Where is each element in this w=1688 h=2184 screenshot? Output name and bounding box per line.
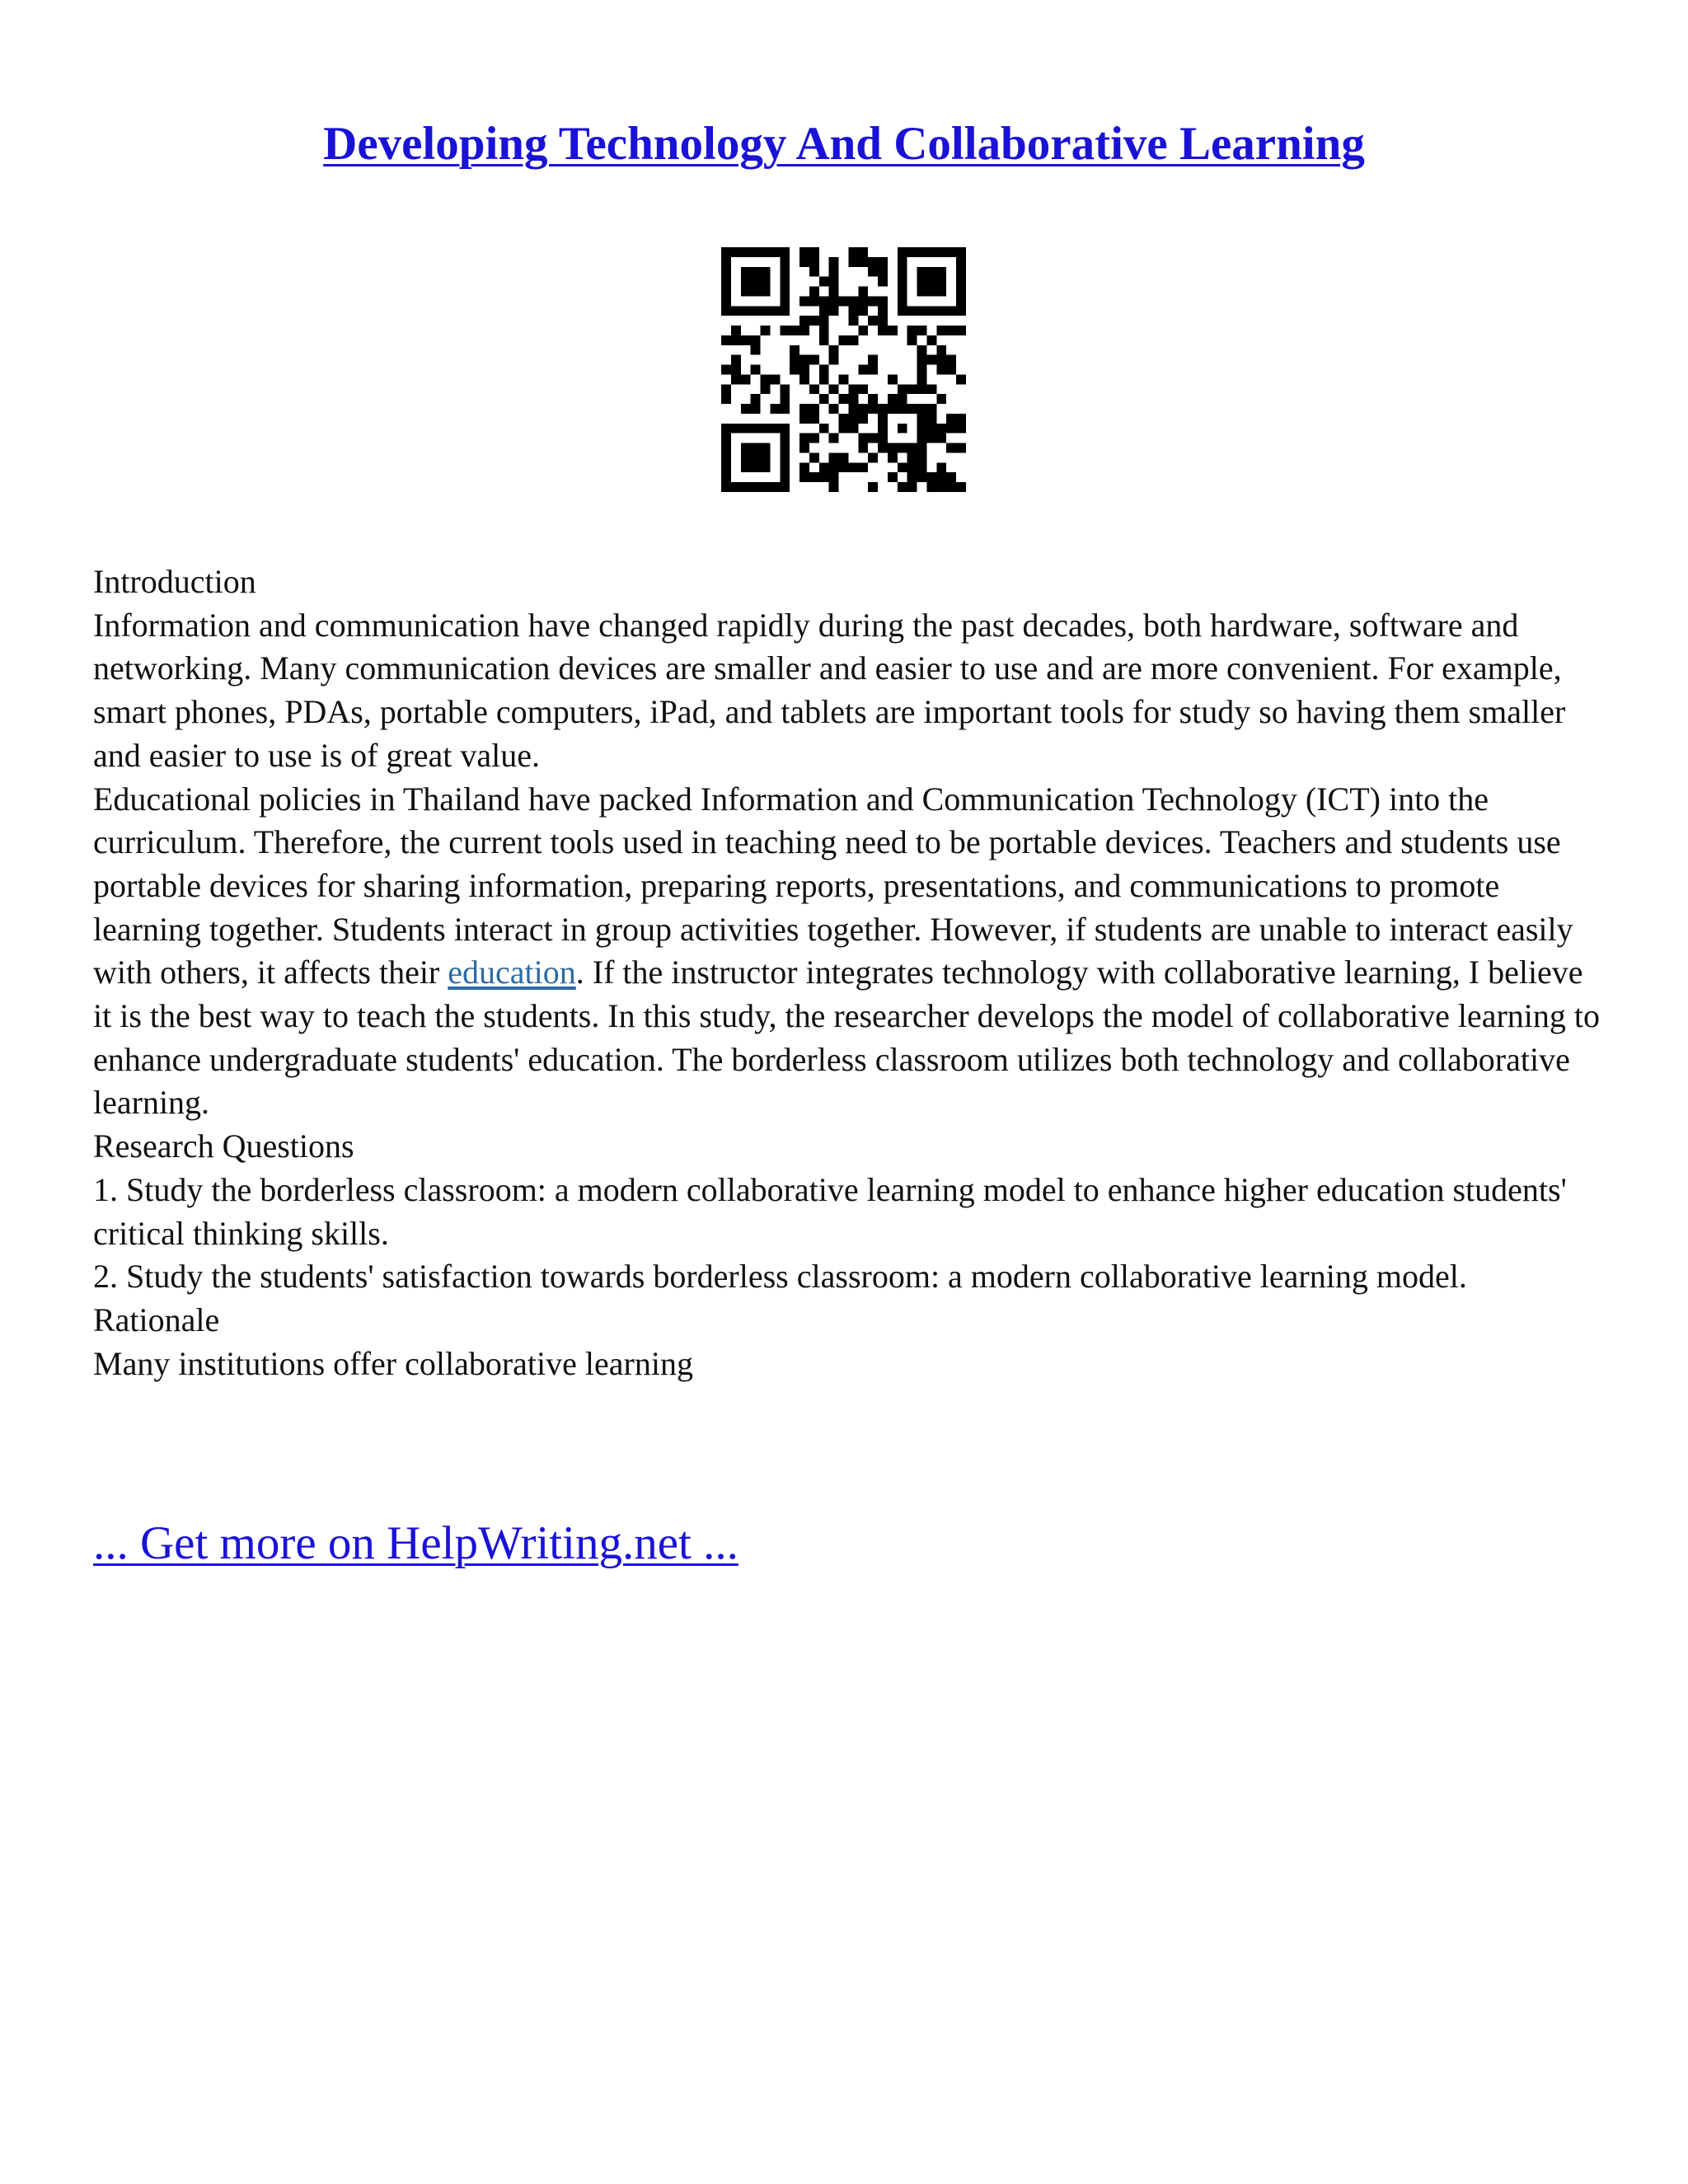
get-more-link[interactable]: ... Get more on HelpWriting.net ...	[93, 1517, 738, 1569]
title-link[interactable]: Developing Technology And Collaborative Learning	[323, 118, 1365, 170]
policy-text-after: . If the instructor integrates technology with collaborative learning, I believe it is the best way to teach the students. In this study, the researcher develops the model of collaborative learning to enhance undergraduate students' education. The borderless classroom utilizes both technology and collaborative learning.	[93, 954, 1600, 1122]
education-link[interactable]: education	[448, 954, 576, 991]
more-link-container	[93, 1515, 738, 1572]
rationale-paragraph: Many institutions offer collaborative learning	[93, 1344, 693, 1382]
document-body	[93, 560, 1601, 1385]
intro-heading: Introduction	[93, 563, 256, 600]
qr-code-icon	[721, 247, 966, 492]
questions-heading: Research Questions	[93, 1127, 354, 1165]
intro-paragraph: Information and communication have changed rapidly during the past decades, both hardware, software and networking. Many communication devices are smaller and easier to use and are more convenient. For example, smart phones, PDAs, portable computers, iPad, and tablets are important tools for study so having them smaller and easier to use is of great value.	[93, 606, 1566, 774]
rationale-heading: Rationale	[93, 1301, 220, 1338]
policy-paragraph	[93, 778, 1601, 1126]
question-2: 2. Study the students' satisfaction towards borderless classroom: a modern collaborative learning model.	[93, 1258, 1467, 1296]
policy-text-before: Educational policies in Thailand have packed Information and Communication Technology (ICT) into the curriculum. Therefore, the current tools used in teaching need to be portable devices. Teachers and students use portable devices for sharing information, preparing reports, presentations, and communications to promote learning together. Students interact in group activities together. However, if students are unable to interact easily with others, it affects their	[93, 780, 1573, 991]
page-title	[0, 115, 1688, 173]
question-1: 1. Study the borderless classroom: a modern collaborative learning model to enhance higher education students' critical thinking skills.	[93, 1170, 1567, 1252]
qr-code-graphic	[721, 247, 966, 492]
